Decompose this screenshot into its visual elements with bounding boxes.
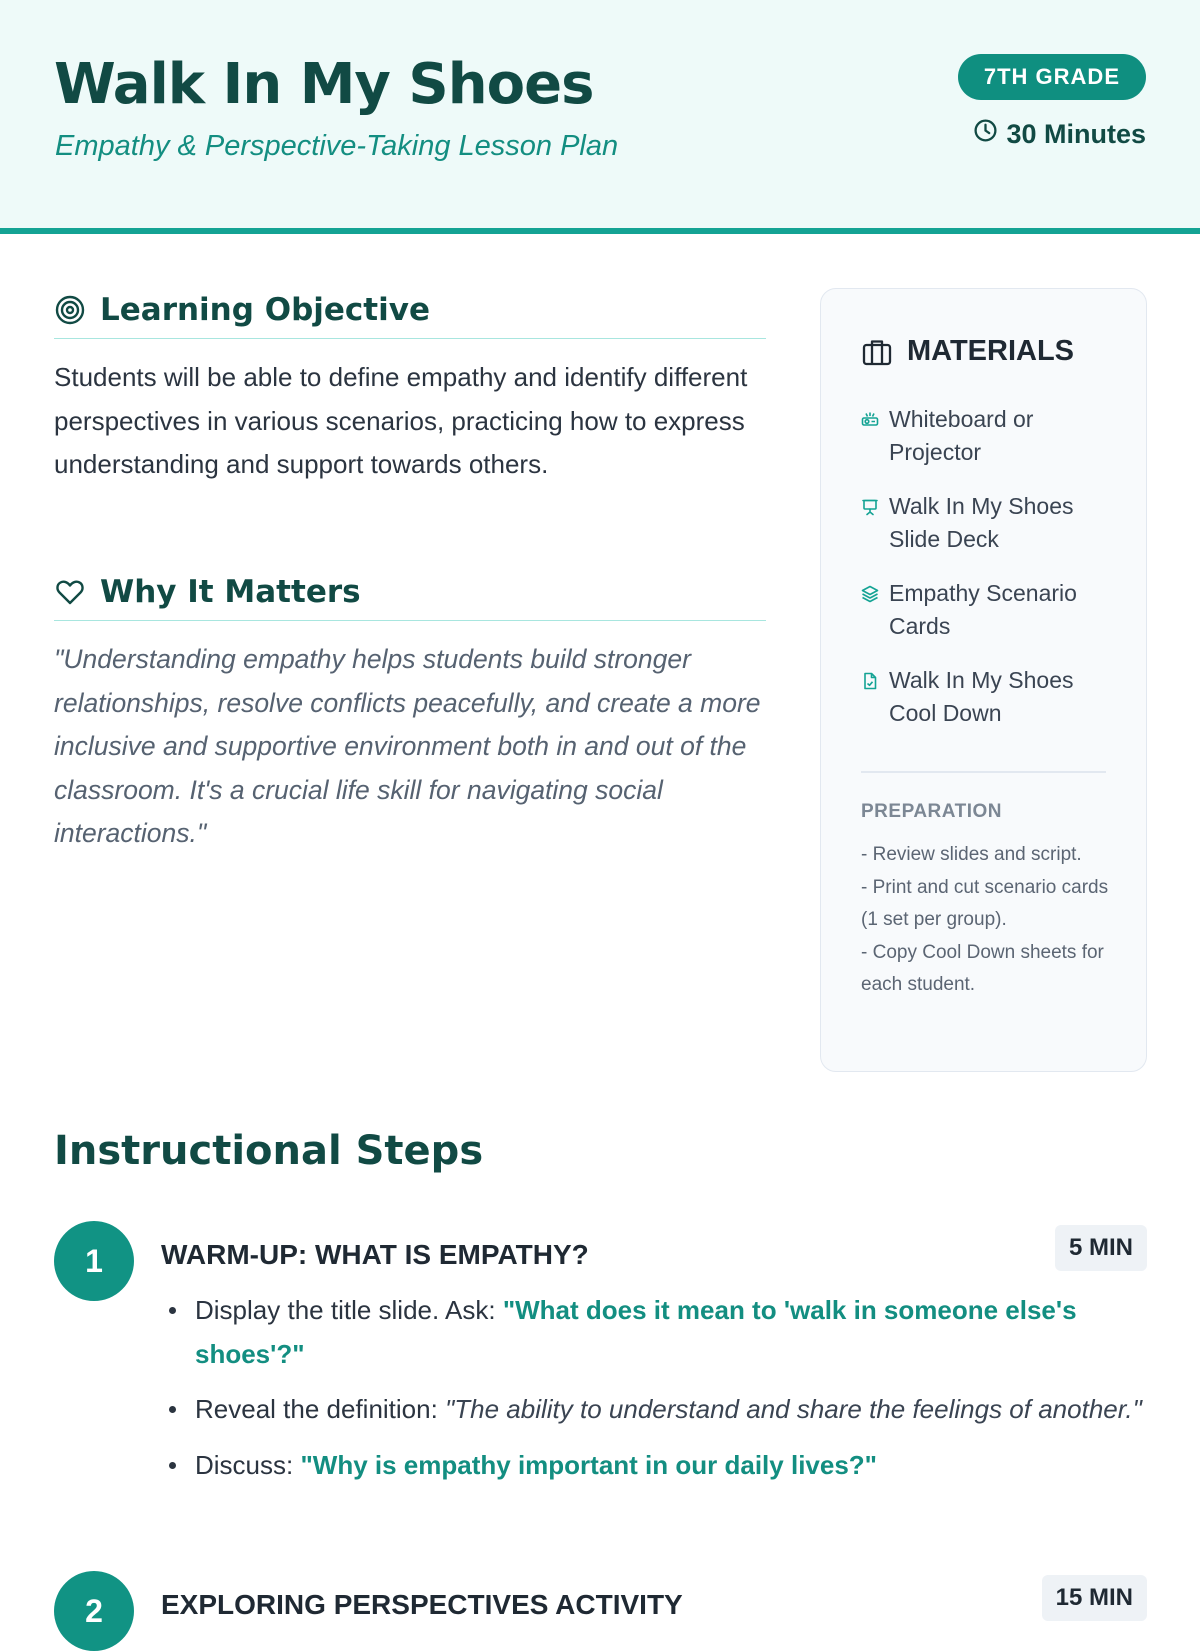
heart-icon bbox=[54, 576, 86, 608]
grade-badge: 7TH GRADE bbox=[958, 54, 1146, 100]
materials-heading bbox=[861, 335, 1074, 368]
list-item bbox=[161, 1388, 1147, 1432]
lesson-duration bbox=[973, 118, 1146, 150]
list-item bbox=[861, 490, 1111, 556]
step-duration-badge: 5 MIN bbox=[1055, 1225, 1147, 1271]
preparation-notes bbox=[861, 839, 1116, 1002]
instructional-steps-heading: Instructional Steps bbox=[54, 1128, 484, 1174]
bullet-question: "Why is empathy important in our daily lives?" bbox=[300, 1449, 878, 1480]
preparation-heading: PREPARATION bbox=[861, 801, 1002, 822]
materials-title: MATERIALS bbox=[907, 335, 1075, 367]
lesson-title: Walk In My Shoes bbox=[54, 52, 594, 117]
why-it-matters-quote: "Understanding empathy helps students build stronger relationships, resolve conflicts peacefully, and create a more inclusive and supportive environment both in and out of the classroom. It's a crucial life skill for navigating social interactions." bbox=[54, 644, 761, 848]
duration-label: 30 Minutes bbox=[1006, 118, 1146, 149]
material-label: Walk In My Shoes Slide Deck bbox=[889, 493, 1074, 552]
step-2 bbox=[54, 1571, 1147, 1629]
preparation-line: - Copy Cool Down sheets for each student. bbox=[861, 941, 1104, 996]
projector-icon bbox=[861, 411, 879, 429]
list-item bbox=[161, 1289, 1147, 1376]
list-item bbox=[161, 1444, 1147, 1488]
list-item bbox=[861, 403, 1111, 469]
preparation-line: - Review slides and script. bbox=[861, 844, 1082, 865]
presentation-icon bbox=[861, 498, 879, 516]
step-duration-badge: 15 MIN bbox=[1042, 1575, 1147, 1621]
learning-objective-text: Students will be able to define empathy and identify different perspectives in various scenarios, practicing how to express understanding and support towards others. bbox=[54, 362, 748, 479]
bullet-text: Reveal the definition: bbox=[195, 1394, 446, 1424]
divider bbox=[861, 771, 1106, 773]
step-number-badge: 1 bbox=[54, 1221, 134, 1301]
step-bullets bbox=[161, 1289, 1147, 1499]
bullet-definition: "The ability to understand and share the feelings of another." bbox=[445, 1394, 1142, 1424]
materials-card bbox=[820, 288, 1147, 1072]
material-label: Walk In My Shoes Cool Down bbox=[889, 667, 1074, 726]
list-item bbox=[861, 577, 1111, 643]
bullet-text: Discuss: bbox=[195, 1449, 301, 1480]
target-icon bbox=[54, 294, 86, 326]
preparation-line: - Print and cut scenario cards (1 set per group). bbox=[861, 876, 1109, 931]
briefcase-icon bbox=[861, 336, 893, 368]
material-label: Whiteboard or Projector bbox=[889, 406, 1034, 465]
bullet-question: "What does it mean to 'walk in someone else's shoes'?" bbox=[195, 1295, 1077, 1369]
clock-icon bbox=[973, 118, 998, 150]
file-icon bbox=[861, 672, 879, 690]
materials-list bbox=[861, 403, 1111, 751]
learning-objective-title: Learning Objective bbox=[100, 292, 430, 328]
material-label: Empathy Scenario Cards bbox=[889, 580, 1077, 639]
why-it-matters-title: Why It Matters bbox=[100, 574, 361, 610]
step-title: EXPLORING PERSPECTIVES ACTIVITY bbox=[161, 1589, 683, 1620]
lesson-subtitle: Empathy & Perspective-Taking Lesson Plan bbox=[55, 130, 619, 162]
list-item bbox=[861, 664, 1111, 730]
layers-icon bbox=[861, 585, 879, 603]
bullet-text: Display the title slide. Ask: bbox=[195, 1295, 503, 1325]
lesson-header bbox=[0, 0, 1200, 234]
step-1 bbox=[54, 1221, 1147, 1521]
why-it-matters-heading bbox=[54, 574, 766, 621]
step-number-badge: 2 bbox=[54, 1571, 134, 1651]
step-title: WARM-UP: WHAT IS EMPATHY? bbox=[161, 1239, 589, 1270]
learning-objective-heading bbox=[54, 292, 766, 339]
